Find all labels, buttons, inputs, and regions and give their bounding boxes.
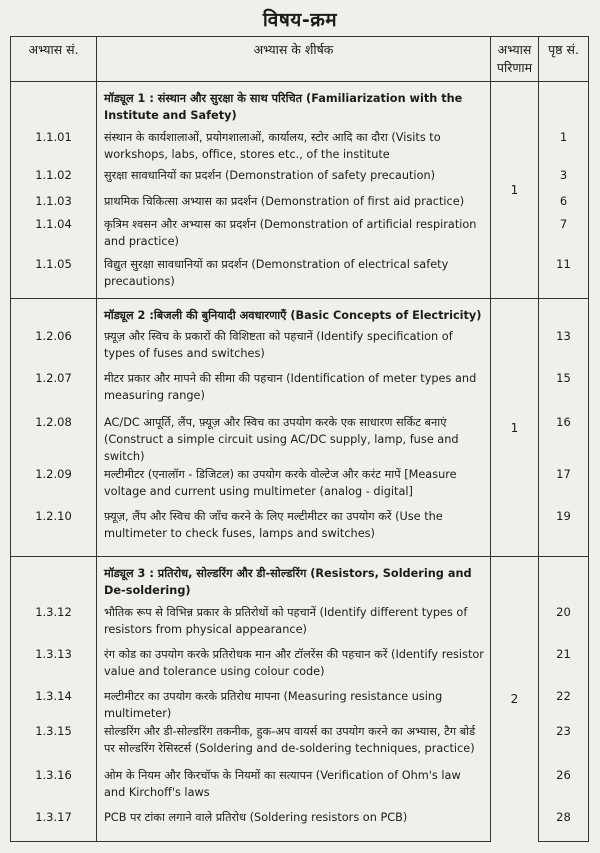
exercise-number: 1.1.05 xyxy=(11,255,97,299)
page-number: 15 xyxy=(539,369,589,413)
page-number: 17 xyxy=(539,465,589,507)
exercise-title: मीटर प्रकार और मापने की सीमा की पहचान (Identification of meter types and measuring range) xyxy=(97,369,491,413)
header-title: अभ्यास के शीर्षक xyxy=(97,37,491,82)
exercise-title: AC/DC आपूर्ति, लैंप, फ़्यूज़ और स्विच का उपयोग करके एक साधारण सर्किट बनाएं (Construct a simple circuit using AC/DC supply, lamp, fuse and switch) xyxy=(97,413,491,465)
page-number: 11 xyxy=(539,255,589,299)
exercise-number: 1.2.09 xyxy=(11,465,97,507)
exercise-number: 1.3.14 xyxy=(11,687,97,722)
contents-table xyxy=(10,36,589,842)
page-number: 23 xyxy=(539,722,589,766)
exercise-number: 1.3.12 xyxy=(11,603,97,645)
exercise-number: 1.1.04 xyxy=(11,215,97,255)
page-number: 19 xyxy=(539,507,589,557)
page-number: 13 xyxy=(539,327,589,369)
exercise-title: मल्टीमीटर (एनालॉग - डिजिटल) का उपयोग करके वोल्टेज और करंट मापें [Measure voltage and current using multimeter (analog - digital] xyxy=(97,465,491,507)
exercise-number: 1.2.06 xyxy=(11,327,97,369)
outcome-cell: 1 xyxy=(491,299,539,557)
exercise-title: विद्युत सुरक्षा सावधानियों का प्रदर्शन (Demonstration of electrical safety precautions) xyxy=(97,255,491,299)
exercise-title: भौतिक रूप से विभिन्न प्रकार के प्रतिरोधों को पहचानें (Identify different types of resistors from physical appearance) xyxy=(97,603,491,645)
exercise-number: 1.3.16 xyxy=(11,766,97,808)
exercise-title: मल्टीमीटर का उपयोग करके प्रतिरोध मापना (Measuring resistance using multimeter) xyxy=(97,687,491,722)
exercise-number: 1.1.03 xyxy=(11,192,97,215)
exercise-number: 1.2.07 xyxy=(11,369,97,413)
exercise-number: 1.1.01 xyxy=(11,128,97,166)
exercise-title: फ़्यूज़ और स्विच के प्रकारों की विशिष्टता को पहचानें (Identify specification of types of fuses and switches) xyxy=(97,327,491,369)
page-number: 28 xyxy=(539,808,589,842)
page-number: 26 xyxy=(539,766,589,808)
exercise-title: प्राथमिक चिकित्सा अभ्यास का प्रदर्शन (Demonstration of first aid practice) xyxy=(97,192,491,215)
exercise-title: फ़्यूज़, लैंप और स्विच की जाँच करने के लिए मल्टीमीटर का उपयोग करें (Use the multimeter to check fuses, lamps and switches) xyxy=(97,507,491,557)
exercise-number: 1.2.10 xyxy=(11,507,97,557)
page-number: 7 xyxy=(539,215,589,255)
table-header-row xyxy=(11,37,589,82)
page-number: 22 xyxy=(539,687,589,722)
outcome-cell: 2 xyxy=(491,557,539,842)
page-title: विषय-क्रम xyxy=(262,9,338,31)
page-number: 21 xyxy=(539,645,589,687)
header-outcome: अभ्यास परिणाम xyxy=(491,37,539,82)
exercise-title: PCB पर टांका लगाने वाले प्रतिरोध (Soldering resistors on PCB) xyxy=(97,808,491,842)
exercise-title: सोल्डरिंग और डी-सोल्डरिंग तकनीक, हुक-अप वायर्स का उपयोग करने का अभ्यास, टैग बोर्ड पर सोल्डरिंग रेसिस्टर्स (Soldering and de-soldering techniques, practice) xyxy=(97,722,491,766)
header-page: पृष्ठ सं. xyxy=(539,37,589,82)
exercise-number: 1.3.13 xyxy=(11,645,97,687)
page-number: 20 xyxy=(539,603,589,645)
exercise-number: 1.3.17 xyxy=(11,808,97,842)
module-title: मॉड्यूल 2 :बिजली की बुनियादी अवधारणाएँ (Basic Concepts of Electricity) xyxy=(97,299,491,327)
outcome-cell: 1 xyxy=(491,82,539,299)
module-row xyxy=(11,557,589,603)
exercise-number: 1.1.02 xyxy=(11,166,97,192)
module-title: मॉड्यूल 1 : संस्थान और सुरक्षा के साथ परिचित (Familiarization with the Institute and Safety) xyxy=(97,82,491,128)
module-row xyxy=(11,82,589,128)
exercise-number: 1.2.08 xyxy=(11,413,97,465)
exercise-title: संस्थान के कार्यशालाओं, प्रयोगशालाओं, कार्यालय, स्टोर आदि का दौरा (Visits to workshops, labs, office, stores etc., of the institute xyxy=(97,128,491,166)
exercise-title: ओम के नियम और किरचॉफ के नियमों का सत्यापन (Verification of Ohm's law and Kirchoff's laws xyxy=(97,766,491,808)
exercise-title: कृत्रिम श्वसन और अभ्यास का प्रदर्शन (Demonstration of artificial respiration and practice) xyxy=(97,215,491,255)
page-number: 6 xyxy=(539,192,589,215)
exercise-title: रंग कोड का उपयोग करके प्रतिरोधक मान और टॉलरेंस की पहचान करें (Identify resistor value and tolerance using colour code) xyxy=(97,645,491,687)
exercise-title: सुरक्षा सावधानियों का प्रदर्शन (Demonstration of safety precaution) xyxy=(97,166,491,192)
exercise-number: 1.3.15 xyxy=(11,722,97,766)
module-title: मॉड्यूल 3 : प्रतिरोध, सोल्डरिंग और डी-सोल्डरिंग (Resistors, Soldering and De-soldering) xyxy=(97,557,491,603)
page-number: 1 xyxy=(539,128,589,166)
header-number: अभ्यास सं. xyxy=(11,37,97,82)
page-number: 3 xyxy=(539,166,589,192)
page-number: 16 xyxy=(539,413,589,465)
module-row xyxy=(11,299,589,327)
